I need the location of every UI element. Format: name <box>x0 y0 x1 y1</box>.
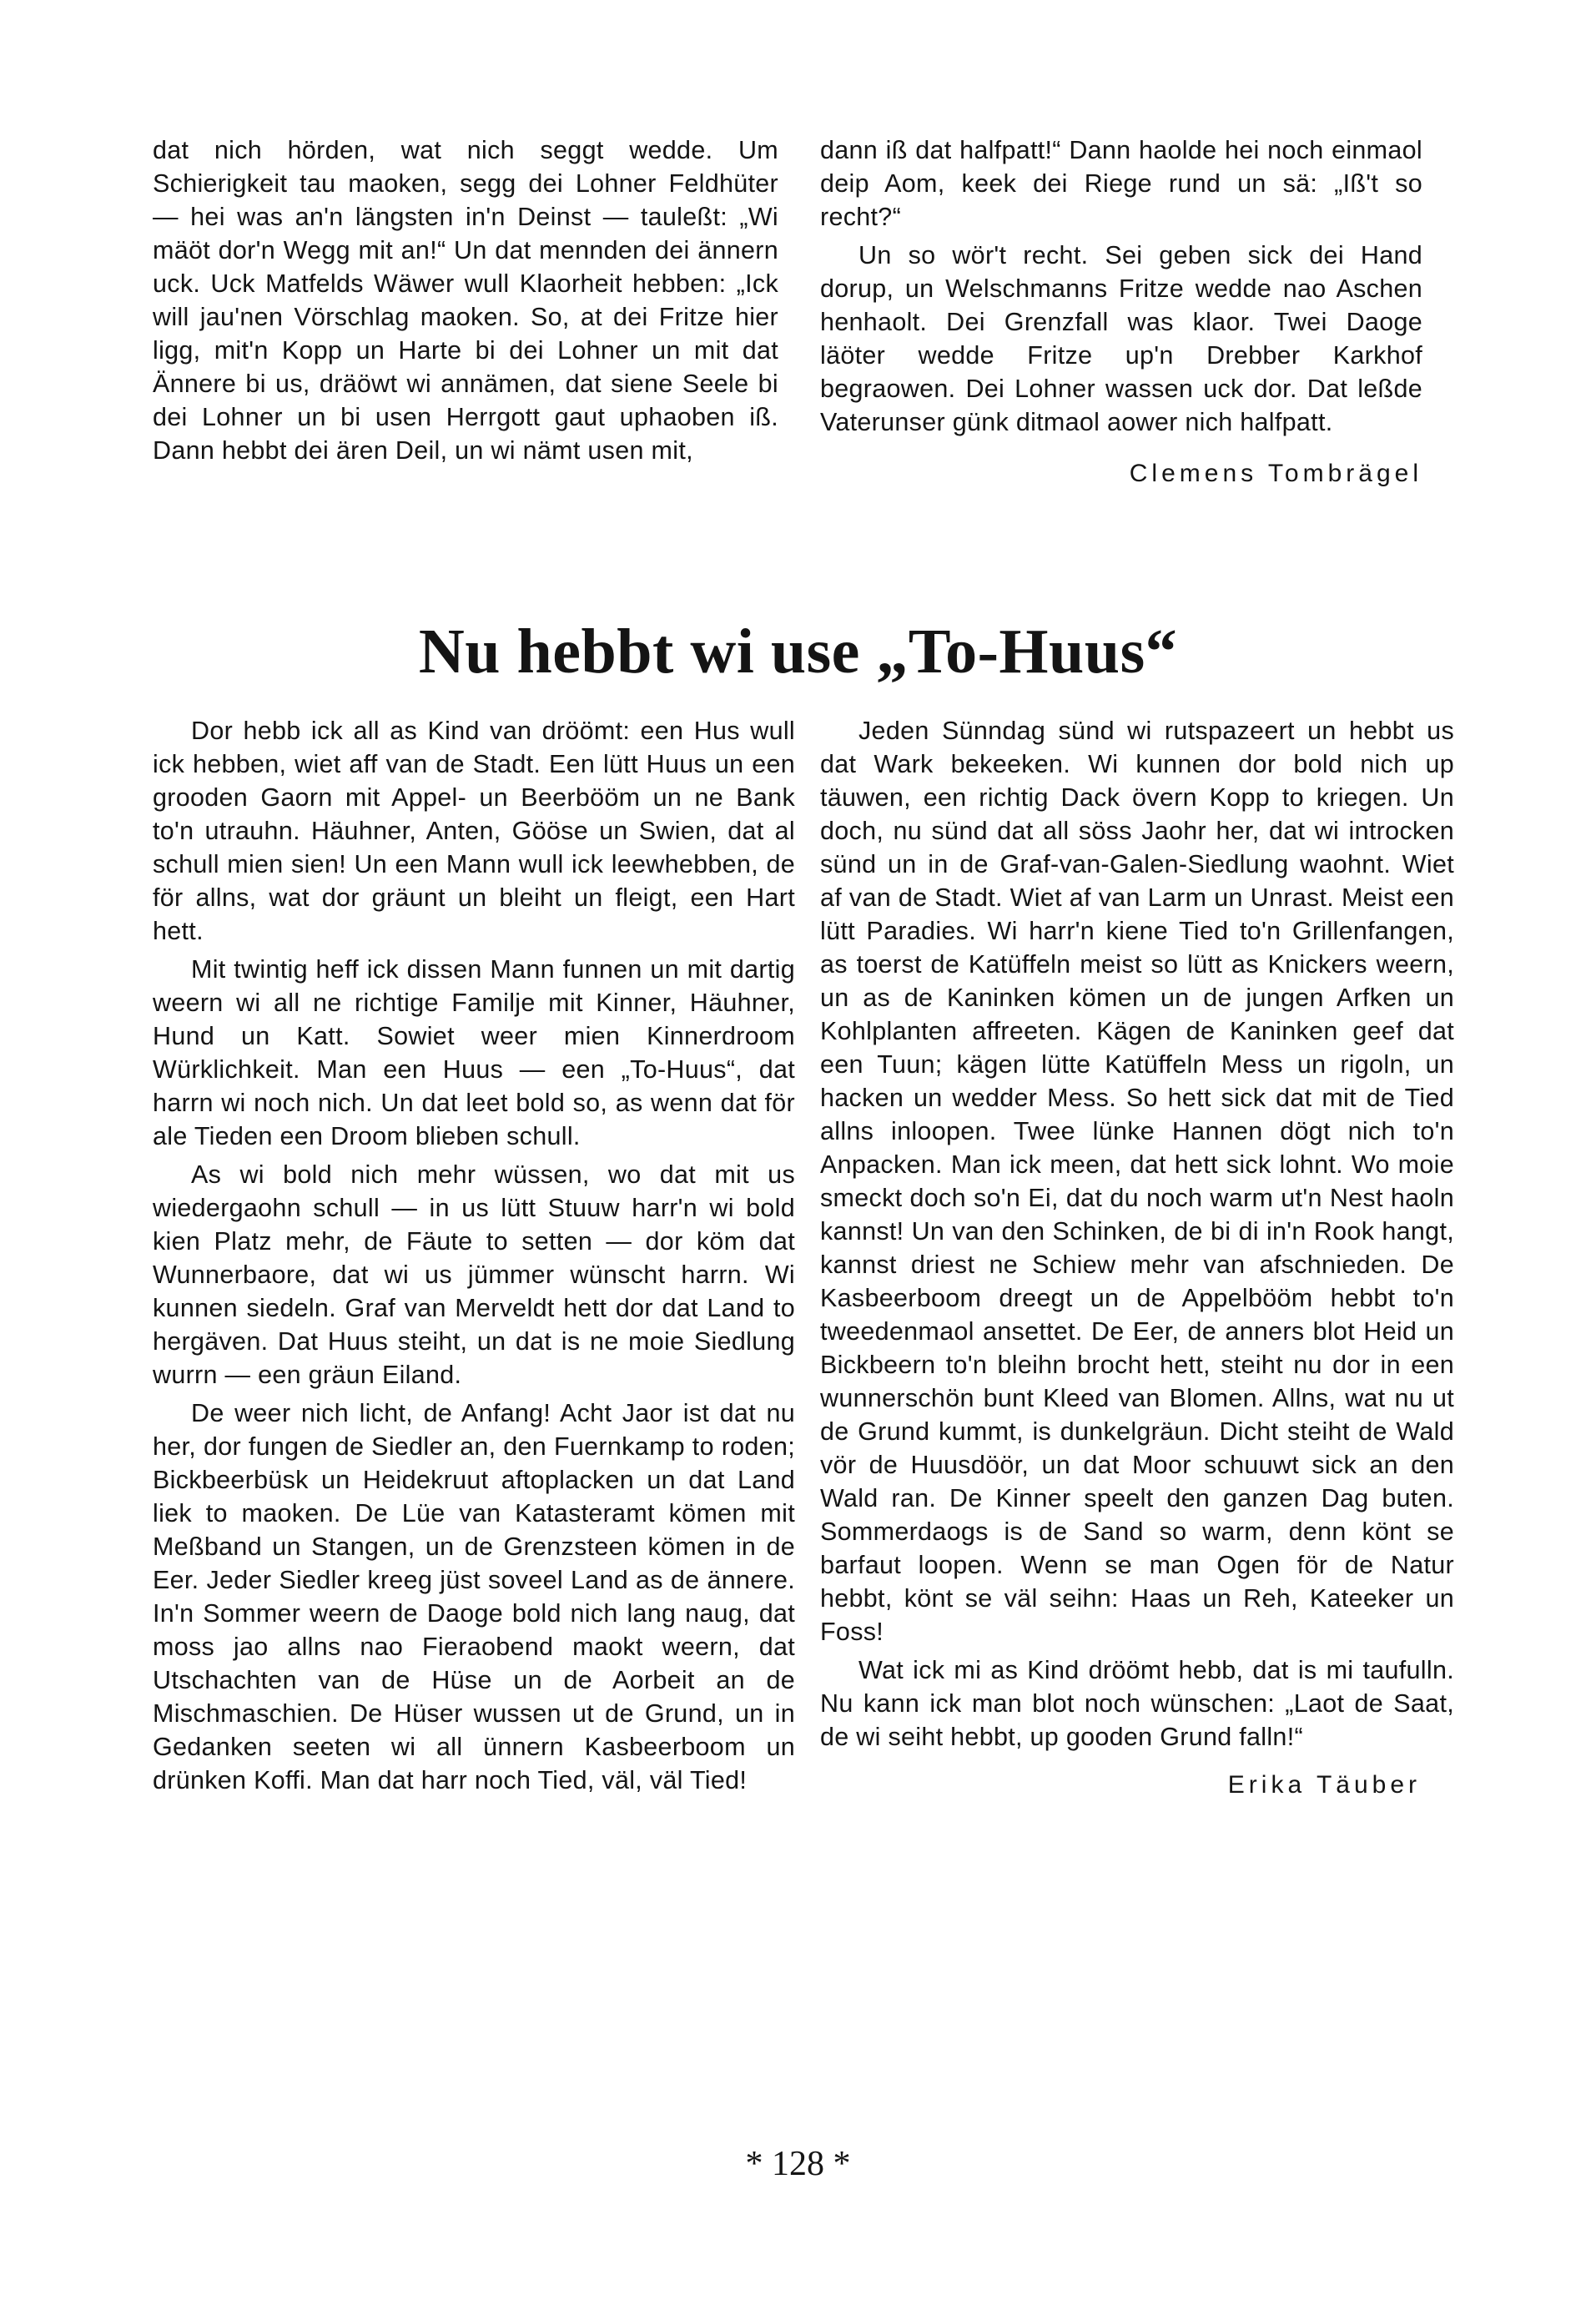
article-right-column <box>820 714 1454 1802</box>
author-signature: Erika Täuber <box>1227 1771 1421 1799</box>
article-paragraph: As wi bold nich mehr wüssen, wo dat mit us wiedergaohn schull — in us lütt Stuuw harr'n wi bold kien Platz mehr, de Fäute to setten — dor köm dat Wunnerbaore, dat wi us jümmer wünscht harrn. Wi kunnen siedeln. Graf van Merveldt hett dor dat Land to hergäven. Dat Huus steiht, un dat is ne moie Siedlung wurrn — een gräun Eiland. <box>153 1160 795 1389</box>
continuation-left-column <box>153 133 778 467</box>
article-paragraph: Dor hebb ick all as Kind van dröömt: een Hus wull ick hebben, wiet aff van de Stadt. Een lütt Huus un een grooden Gaorn mit Appel- un Beerbööm un ne Bank to'n utrauhn. Häuhner, Anten, Gööse un Swien, dat al schull mien sien! Un een Mann wull ick leewhebben, de för allns, wat dor gräunt un bleiht un fleigt, een Hart hett. <box>153 717 795 945</box>
article-paragraph: De weer nich licht, de Anfang! Acht Jaor ist dat nu her, dor fungen de Siedler an, den Fuernkamp to roden; Bickbeerbüsk un Heidekruut aftoplacken un dat Land liek to maoken. De Lüe van Katasteramt kömen mit Meßband un Stangen, un de Grenzsteen kömen in de Eer. Jeder Siedler kreeg jüst soveel Land as de ännere. In'n Sommer weern de Daoge bold nich lang naug, dat moss jao allns nao Fieraobend maokt weern, dat Utschachten van de Hüse un de Aorbeit an de Mischmaschien. De Hüser wussen ut de Grund, un in Gedanken seeten wi all ünnern Kasbeerboom un drünken Koffi. Man dat harr noch Tied, väl, väl Tied! <box>153 1399 795 1794</box>
continuation-paragraph: Un so wör't recht. Sei geben sick dei Hand dorup, un Welschmanns Fritze wedde nao Aschen henhaolt. Dei Grenzfall was klaor. Twei Daoge läöter wedde Fritze up'n Drebber Karkhof begraowen. Dei Lohner wassen uck dor. Dat leßde Vaterunser günk ditmaol aower nich halfpatt. <box>820 241 1422 436</box>
article-paragraph: Wat ick mi as Kind dröömt hebb, dat is mi taufulln. Nu kann ick man blot noch wünschen: „Laot de Saat, de wi seiht hebbt, up gooden Grund falln!“ <box>820 1656 1454 1751</box>
article-left-column <box>153 714 795 1797</box>
continuation-paragraph: dat nich hörden, wat nich seggt wedde. Um Schierigkeit tau maoken, segg dei Lohner Feldhüter — hei was an'n längsten in'n Deinst — tauleßt: „Wi mäöt dor'n Wegg mit an!“ Un dat mennden dei ännern uck. Uck Matfelds Wäwer wull Klaorheit hebben: „Ick will jau'nen Vörschlag maoken. So, at dei Fritze hier ligg, mit'n Kopp un Harte bi dei Lohner un mit dat Ännere bi us, dräöwt wi annämen, dat siene Seele bi dei Lohner un bi usen Herrgott gaut uphaoben iß. Dann hebbt dei ären Deil, un wi nämt usen mit, <box>153 136 778 465</box>
continuation-paragraph: dann iß dat halfpatt!“ Dann haolde hei noch einmaol deip Aom, keek dei Riege rund un sä: „Iß't so recht?“ <box>820 136 1422 231</box>
article-paragraph: Jeden Sünndag sünd wi rutspazeert un hebbt us dat Wark bekeeken. Wi kunnen dor bold nich up täuwen, een richtig Dack övern Kopp to kriegen. Un doch, nu sünd dat all söss Jaohr her, dat wi introcken sünd un in de Graf-van-Galen-Siedlung waohnt. Wiet af van de Stadt. Wiet af van Larm un Unrast. Meist een lütt Paradies. Wi harr'n kiene Tied to'n Grillenfangen, as toerst de Katüffeln meist so lütt as Knickers weern, un as de Kaninken kömen un de jungen Arfken un Kohlplanten affreeten. Kägen de Kaninken geef dat een Tuun; kägen lütte Katüffeln Mess un rigoln, un hacken un wedder Mess. So hett sick dat mit de Tied allns inloopen. Twee lünke Hannen dögt nich to'n Anpacken. Man ick meen, dat hett sick lohnt. Wo moie smeckt doch so'n Ei, dat du noch warm ut'n Nest haoln kannst! Un van den Schinken, de bi di in'n Rook hangt, kannst driest ne Schiew mehr van afschnieden. De Kasbeerboom dreegt un de Appelbööm hebbt to'n tweedenmaol ansettet. De Eer, de anners blot Heid un Bickbeern to'n bleihn brocht hett, steiht nu dor in een wunnerschön bunt Kleed van Blomen. Allns, wat nu ut de Grund kummt, is dunkelgräun. Dicht steiht de Wald vör de Huusdöör, un dat Moor schuuwt sick an den Wald ran. De Kinner speelt den ganzen Dag buten. Sommerdaogs is de Sand so warm, denn könt se barfaut loopen. Wenn se man Ogen för de Natur hebbt, könt se väl seihn: Haas un Reh, Kateeker un Foss! <box>820 717 1454 1646</box>
article-paragraph: Mit twintig heff ick dissen Mann funnen un mit dartig weern wi all ne richtige Familje mit Kinner, Häuhner, Hund un Katt. Sowiet weer mien Kinnerdroom Würklichkeit. Man een Huus — een „To-Huus“, dat harrn wi noch nich. Un dat leet bold so, as wenn dat för ale Tieden een Droom blieben schull. <box>153 955 795 1150</box>
continuation-right-column <box>820 133 1422 491</box>
author-signature: Clemens Tombrägel <box>1129 460 1422 487</box>
page-number: * 128 * <box>745 2145 851 2183</box>
article-title: Nu hebbt wi use „To-Huus“ <box>418 617 1178 687</box>
